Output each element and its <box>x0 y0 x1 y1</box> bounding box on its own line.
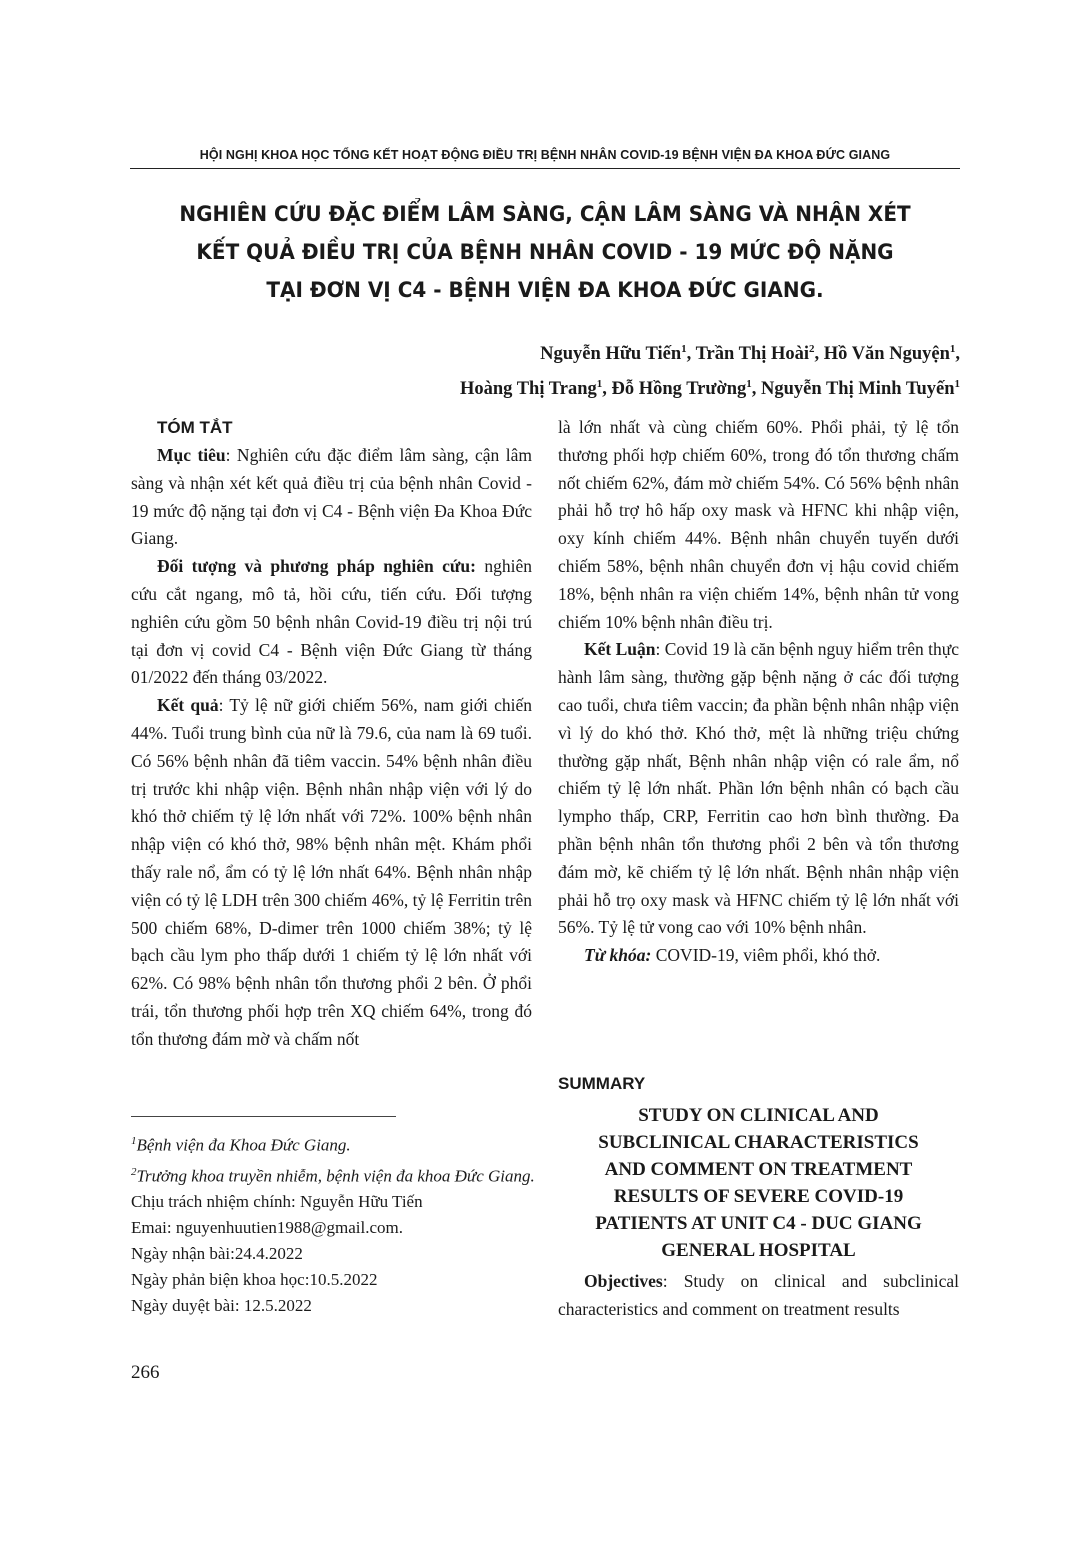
footnote-text: Bệnh viện đa Khoa Đức Giang. <box>136 1135 351 1155</box>
author-line-2 <box>130 369 960 404</box>
footnote-text: Trưởng khoa truyền nhiễm, bệnh viện đa khoa Đức Giang. <box>136 1166 535 1186</box>
running-header: HỘI NGHỊ KHOA HỌC TỔNG KẾT HOẠT ĐỘNG ĐIỀU TRỊ BỆNH NHÂN COVID-19 BỆNH VIỆN ĐA KHOA ĐỨC GIANG <box>199 148 891 162</box>
article-title <box>159 196 931 310</box>
footnote-marker: 2 <box>131 1165 137 1178</box>
header-rule <box>130 168 960 169</box>
author-name: Hoàng Thị Trang <box>459 379 597 400</box>
title-line: TẠI ĐƠN VỊ C4 - BỆNH VIỆN ĐA KHOA ĐỨC GIANG. <box>266 278 824 303</box>
title-line: KẾT QUẢ ĐIỀU TRỊ CỦA BỆNH NHÂN COVID - 19 MỨC ĐỘ NẶNG <box>196 240 894 265</box>
author-separator: , <box>751 379 762 400</box>
author-separator: , <box>602 379 612 400</box>
author-separator: , <box>814 344 824 365</box>
page-number: 266 <box>131 1362 160 1383</box>
author-name: Hồ Văn Nguyện <box>823 344 950 365</box>
footnotes <box>131 1128 535 1319</box>
author-separator: , <box>686 344 696 365</box>
author-email: Emai: nguyenhuutien1988@gmail.com. <box>131 1218 404 1238</box>
footnote-rule <box>131 1116 396 1117</box>
conclusion-text: : Covid 19 là căn bệnh nguy hiểm trên thực hành lâm sàng, thường gặp bệnh nặng ở các đối tượng cao tuổi, chưa tiêm vaccin; đa phần bệnh nhân nhập viện vì lý do khó thở. Khó thở, mệt là những triệu chứng thường gặp nhất, Bệnh nhân nhập viện có rale ẩm, nổ chiếm tỷ lệ lớn nhất. Phần lớn bệnh nhân có bạch cầu lympho thấp, CRP, Ferritin cao hơn bình thường. Đa phần bệnh nhân tổn thương phổi 2 bên và tổn thương đám mờ, kẽ chiếm tỷ lệ lớn nhất. Bệnh nhân nhập viện phải hỗ trọ oxy mask và HFNC chiếm tỷ lệ lớn nhất với 56%. Tỷ lệ tử vong cao với 10% bệnh nhân. <box>558 639 959 938</box>
objectives-label: Objectives <box>584 1271 663 1291</box>
affiliation-marker: 1 <box>681 343 687 355</box>
objectives-text: : Study on clinical and subclinical characteristics and comment on treatment results <box>558 1271 959 1319</box>
objective-paragraph <box>131 442 532 553</box>
date-accepted: Ngày duyệt bài: 12.5.2022 <box>131 1296 312 1316</box>
summary-heading: SUMMARY <box>558 1074 646 1093</box>
abstract-heading: TÓM TẮT <box>157 418 233 437</box>
conclusion-label: Kết Luận <box>584 639 656 660</box>
author-line-1 <box>130 334 960 369</box>
right-column <box>558 414 959 970</box>
conclusion-paragraph <box>558 636 959 942</box>
results-label: Kết quả <box>157 695 219 716</box>
title-line: NGHIÊN CỨU ĐẶC ĐIỂM LÂM SÀNG, CẬN LÂM SÀNG VÀ NHẬN XÉT <box>179 202 911 227</box>
author-name: Trần Thị Hoài <box>695 344 810 365</box>
methods-label: Đối tượng và phương pháp nghiên cứu: <box>157 556 476 577</box>
date-reviewed: Ngày phản biện khoa học:10.5.2022 <box>131 1270 378 1290</box>
keywords-paragraph <box>558 942 959 970</box>
objective-text: : Nghiên cứu đặc điểm lâm sàng, cận lâm sàng và nhận xét kết quả điều trị của bệnh nhân Covid - 19 mức độ nặng tại đơn vị C4 - Bệnh viện Đa Khoa Đức Giang. <box>131 445 532 549</box>
summary-title-line: STUDY ON CLINICAL AND <box>638 1105 879 1126</box>
author-name: Nguyễn Hữu Tiến <box>540 344 682 365</box>
objective-label: Mục tiêu <box>157 445 226 465</box>
author-name: Đỗ Hồng Trường <box>611 379 747 400</box>
methods-paragraph <box>131 553 532 692</box>
date-received: Ngày nhận bài:24.4.2022 <box>131 1244 303 1264</box>
summary-title-line: AND COMMENT ON TREATMENT <box>604 1159 913 1180</box>
summary-title-line: GENERAL HOSPITAL <box>661 1240 856 1261</box>
responsible-author: Chịu trách nhiệm chính: Nguyễn Hữu Tiến <box>131 1192 423 1212</box>
summary-title <box>558 1102 959 1264</box>
author-separator: , <box>955 344 960 365</box>
author-name: Nguyễn Thị Minh Tuyến <box>761 379 955 400</box>
author-list <box>130 334 960 404</box>
footnote-affiliation-1 <box>131 1128 535 1159</box>
results-text: : Tỷ lệ nữ giới chiếm 56%, nam giới chiến 44%. Tuổi trung bình của nữ là 79.6, của nam là 69 tuổi. Có 56% bệnh nhân đã tiêm vaccin. 54% bệnh nhân điều trị trước khi nhập viện. Bệnh nhân nhập viện với lý do khó thở chiếm tỷ lệ lớn nhất với 72%. 100% bệnh nhân nhập viện có khó thở, 98% bệnh nhân mệt. Khám phổi thấy rale nổ, ẩm có tỷ lệ lớn nhất 64%. Bệnh nhân nhập viện có tỷ lệ LDH trên 300 chiếm 46%, tỷ lệ Ferritin trên 500 chiếm 68%, D-dimer trên 1000 chiếm 38%; tỷ lệ bạch cầu lym pho thấp dưới 1 chiếm tỷ lệ lớn nhất với 62%. Có 98% bệnh nhân tổn thương phổi 2 bên. Ở phổi trái, tổn thương phối hợp trên XQ chiếm 64%, trong đó tổn thương đám mờ và chấm nốt <box>131 695 532 1049</box>
summary-title-line: SUBCLINICAL CHARACTERISTICS <box>598 1132 919 1153</box>
keywords-label: Từ khóa: <box>584 945 652 966</box>
left-column <box>131 414 532 1054</box>
summary-title-line: PATIENTS AT UNIT C4 - DUC GIANG <box>595 1213 922 1234</box>
summary-title-line: RESULTS OF SEVERE COVID-19 <box>613 1186 904 1207</box>
affiliation-marker: 1 <box>596 378 603 391</box>
affiliation-marker: 1 <box>746 378 752 391</box>
methods-text: nghiên cứu cắt ngang, mô tả, hồi cứu, tiến cứu. Đối tượng nghiên cứu gồm 50 bệnh nhân Covid-19 điều trị nội trú tại đơn vị covid C4 - Bệnh viện Đức Giang từ tháng 01/2022 đến tháng 03/2022. <box>131 556 532 688</box>
results-continued: là lớn nhất và cùng chiếm 60%. Phổi phải, tỷ lệ tổn thương phối hợp chiếm 60%, trong đó tổn thương chấm nốt chiếm 62%, đám mờ chiếm 54%. Có 56% bệnh nhân phải hỗ trợ hô hấp oxy mask và HFNC khi nhập viện, oxy kính chiếm 44%. Bệnh nhân chuyển tuyến dưới chiếm 58%, bệnh nhân chuyển đơn vị hậu covid chiếm 18%, bệnh nhân ra viện chiếm 14%, bệnh nhân tử vong chiếm 10% bệnh nhân điều trị. <box>558 417 959 632</box>
results-paragraph <box>131 692 532 1053</box>
affiliation-marker: 1 <box>949 343 956 355</box>
footnote-marker: 1 <box>131 1135 137 1147</box>
summary-body <box>558 1268 959 1324</box>
footnote-affiliation-2 <box>131 1159 535 1190</box>
affiliation-marker: 1 <box>954 378 960 391</box>
affiliation-marker: 2 <box>809 343 815 355</box>
keywords-text: COVID-19, viêm phổi, khó thở. <box>651 945 881 966</box>
objectives-paragraph <box>558 1268 959 1324</box>
